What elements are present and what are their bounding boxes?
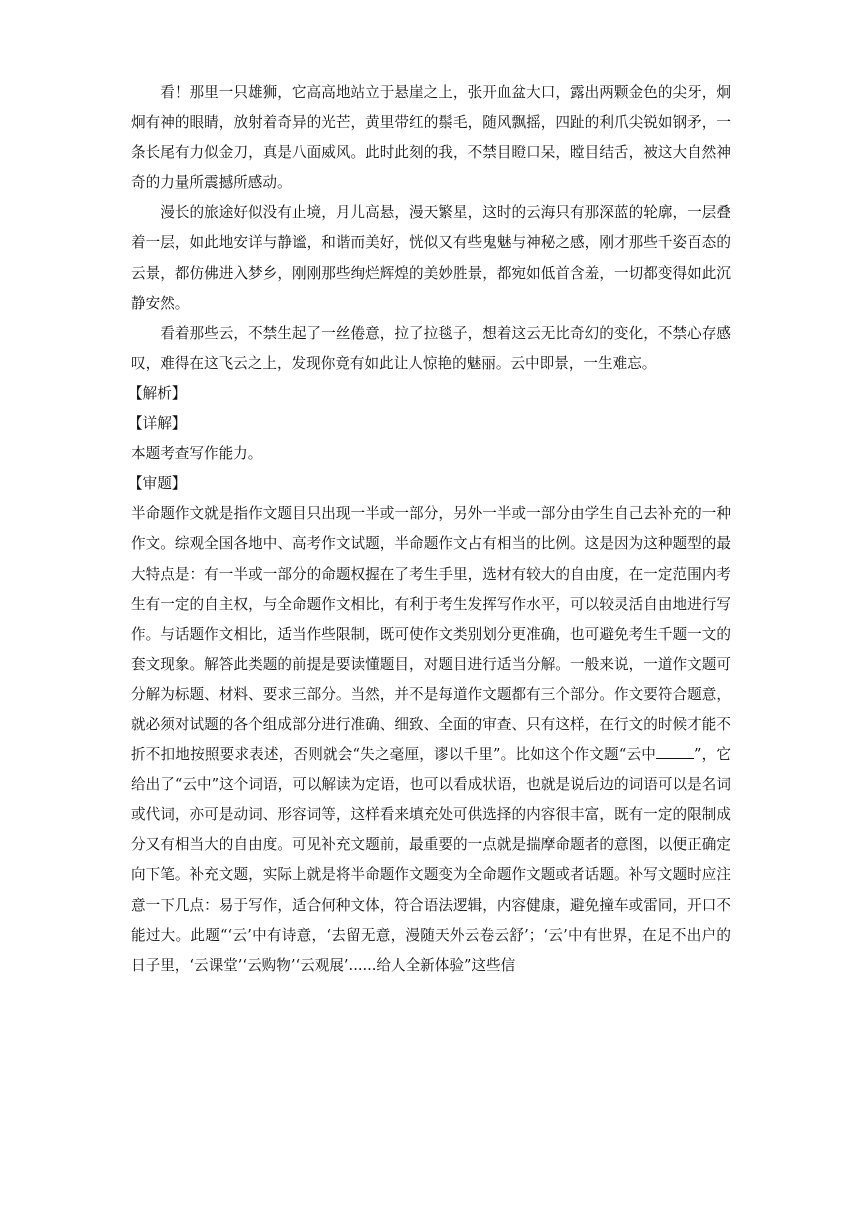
essay-paragraph-night-clouds: 漫长的旅途好似没有止境，月儿高悬，漫天繁星，这时的云海只有那深蓝的轮廓，一层叠着一层，如此地安详与静谧，和谐而美好，恍似又有些鬼魅与神秘之感，刚才那些千姿百态的云景，都仿佛进入梦乡，刚刚那些绚烂辉煌的美妙胜景，都宛如低首含羞，一切都变得如此沉静安然。	[131, 204, 731, 312]
document-page	[128, 78, 731, 981]
essay-paragraph-lion: 看！那里一只雄狮，它高高地站立于悬崖之上，张开血盆大口，露出两颗金色的尖牙，炯炯有神的眼睛，放射着奇异的光芒，黄里带红的鬃毛，随风飘摇，四趾的利爪尖锐如钢矛，一条长尾有力似金刀，真是八面威风。此时此刻的我，不禁目瞪口呆，瞠目结舌，被这大自然神奇的力量所震撼所感动。	[131, 84, 731, 192]
topic-review-text-part-1: 半命题作文就是指作文题目只出现一半或一部分，另外一半或一部分由学生自己去补充的一种作文。综观全国各地中、高考作文试题，半命题作文占有相当的比例。这是因为这种题型的最大特点是：有一半或一部分的命题权握在了考生手里，选材有较大的自由度，在一定范围内考生有一定的自主权，与全命题作文相比，有利于考生发挥写作水平，可以较灵活自由地进行写作。与话题作文相比，适当作些限制，既可使作文类别划分更准确，也可避免考生千题一文的套文现象。解答此类题的前提是要读懂题目，对题目进行适当分解。一般来说，一道作文题可分解为标题、材料、要求三部分。当然，并不是每道作文题都有三个部分。作文要符合题意，就必须对试题的各个组成部分进行准确、细致、全面的审查、只有这样，在行文的时候才能不折不扣地按照要求表述，否则就会“失之毫厘，谬以千里”。比如这个作文题“云中	[131, 505, 731, 764]
fill-in-blank-line	[656, 746, 694, 759]
heading-topic-review: 【审题】	[128, 475, 187, 493]
topic-review-text-part-2: ”，它给出了“云中”这个词语，可以解读为定语，也可以看成状语，也就是说后边的词语可以是名词或代词，亦可是动词、形容词等，这样看来填充处可供选择的内容很丰富，既有一定的限制成分又有相当大的自由度。可见补充文题前，最重要的一点就是揣摩命题者的意图，以便正确定向下笔。补充文题，实际上就是将半命题作文题变为全命题作文题或者话题。补写文题时应注意一下几点：易于写作，适合何种文体，符合语法逻辑，内容健康，避免撞车或雷同，开口不能过大。此题“‘云’中有诗意，‘去留无意，漫随天外云卷云舒’；‘云’中有世界，在足不出户的日子里，‘云课堂’‘云购物’‘云观展’......给人全新体验”这些信	[131, 746, 731, 974]
heading-detailed-explanation: 【详解】	[128, 415, 187, 433]
heading-analysis: 【解析】	[128, 384, 187, 402]
essay-paragraph-conclusion: 看着那些云，不禁生起了一丝倦意，拉了拉毯子，想着这云无比奇幻的变化，不禁心存感叹，难得在这飞云之上，发现你竟有如此让人惊艳的魅丽。云中即景，一生难忘。	[131, 324, 731, 372]
detail-text: 本题考查写作能力。	[131, 445, 263, 463]
topic-review-paragraph	[131, 499, 731, 981]
